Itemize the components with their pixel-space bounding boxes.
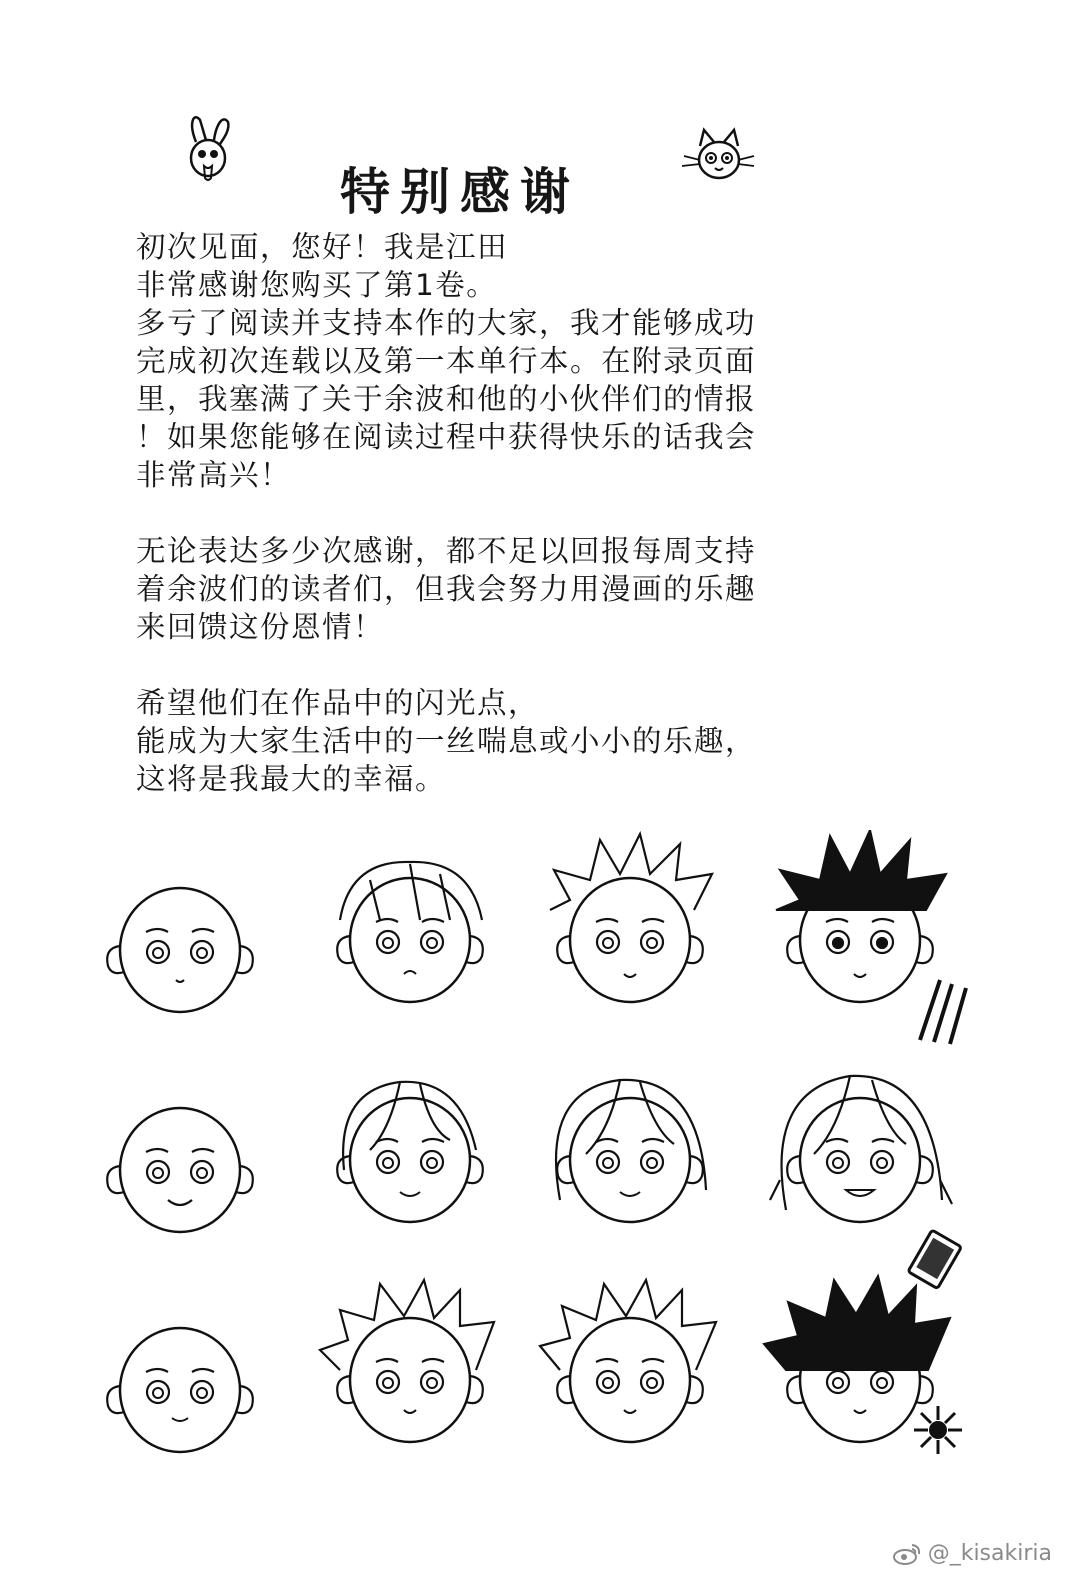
flower-doodle-icon <box>914 1406 962 1454</box>
face-sketch-r2c4 <box>770 1076 952 1222</box>
text-line: 这将是我最大的幸福。 <box>136 762 447 796</box>
weibo-logo-icon <box>892 1542 922 1566</box>
face-sketch-r3c2 <box>320 1280 494 1442</box>
face-sketch-r3c4 <box>764 1276 950 1442</box>
text-line: 非常高兴！ <box>136 458 292 492</box>
paragraph-3 <box>136 684 896 798</box>
face-sketch-r1c1 <box>107 888 253 1012</box>
text-line: 能成为大家生活中的一丝喘息或小小的乐趣， <box>136 724 757 758</box>
face-sketch-r2c2 <box>337 1082 483 1222</box>
text-line: 里，我塞满了关于余波和他的小伙伴们的情报 <box>136 382 757 416</box>
text-line: 着余波们的读者们，但我会努力用漫画的乐趣 <box>136 572 757 606</box>
face-sketch-r2c1 <box>107 1108 253 1232</box>
watermark-handle: @_kisakiria <box>927 1541 1052 1566</box>
text-line: 来回馈这份恩情！ <box>136 610 385 644</box>
face-sketch-r1c3 <box>550 834 712 1002</box>
face-sketch-r3c3 <box>540 1280 716 1442</box>
text-line: 完成初次连载以及第一本单行本。在附录页面 <box>136 344 757 378</box>
face-sketch-r2c3 <box>556 1080 706 1222</box>
text-line: 非常感谢您购买了第1卷。 <box>136 268 498 302</box>
paragraph-1 <box>136 228 896 494</box>
text-line: 初次见面，您好！我是江田 <box>136 230 509 264</box>
rabbit-doodle-icon <box>178 112 238 192</box>
text-line: 多亏了阅读并支持本作的大家，我才能够成功 <box>136 306 757 340</box>
weibo-watermark <box>892 1541 1052 1566</box>
text-line: ！如果您能够在阅读过程中获得快乐的话我会 <box>136 420 757 454</box>
text-line: 无论表达多少次感谢，都不足以回报每周支持 <box>136 534 757 568</box>
text-line: 希望他们在作品中的闪光点， <box>136 686 540 720</box>
page-title: 特别感谢 <box>340 162 580 221</box>
tablet-doodle-icon <box>908 1230 961 1289</box>
character-sketch-grid <box>100 830 1000 1470</box>
paragraph-2 <box>136 532 896 646</box>
face-sketch-r3c1 <box>107 1328 253 1452</box>
pens-doodle-icon <box>920 980 966 1044</box>
afterword-body <box>136 228 896 836</box>
cat-doodle-icon <box>680 126 756 192</box>
face-sketch-r1c4 <box>776 830 946 1002</box>
face-sketch-r1c2 <box>337 862 483 1002</box>
